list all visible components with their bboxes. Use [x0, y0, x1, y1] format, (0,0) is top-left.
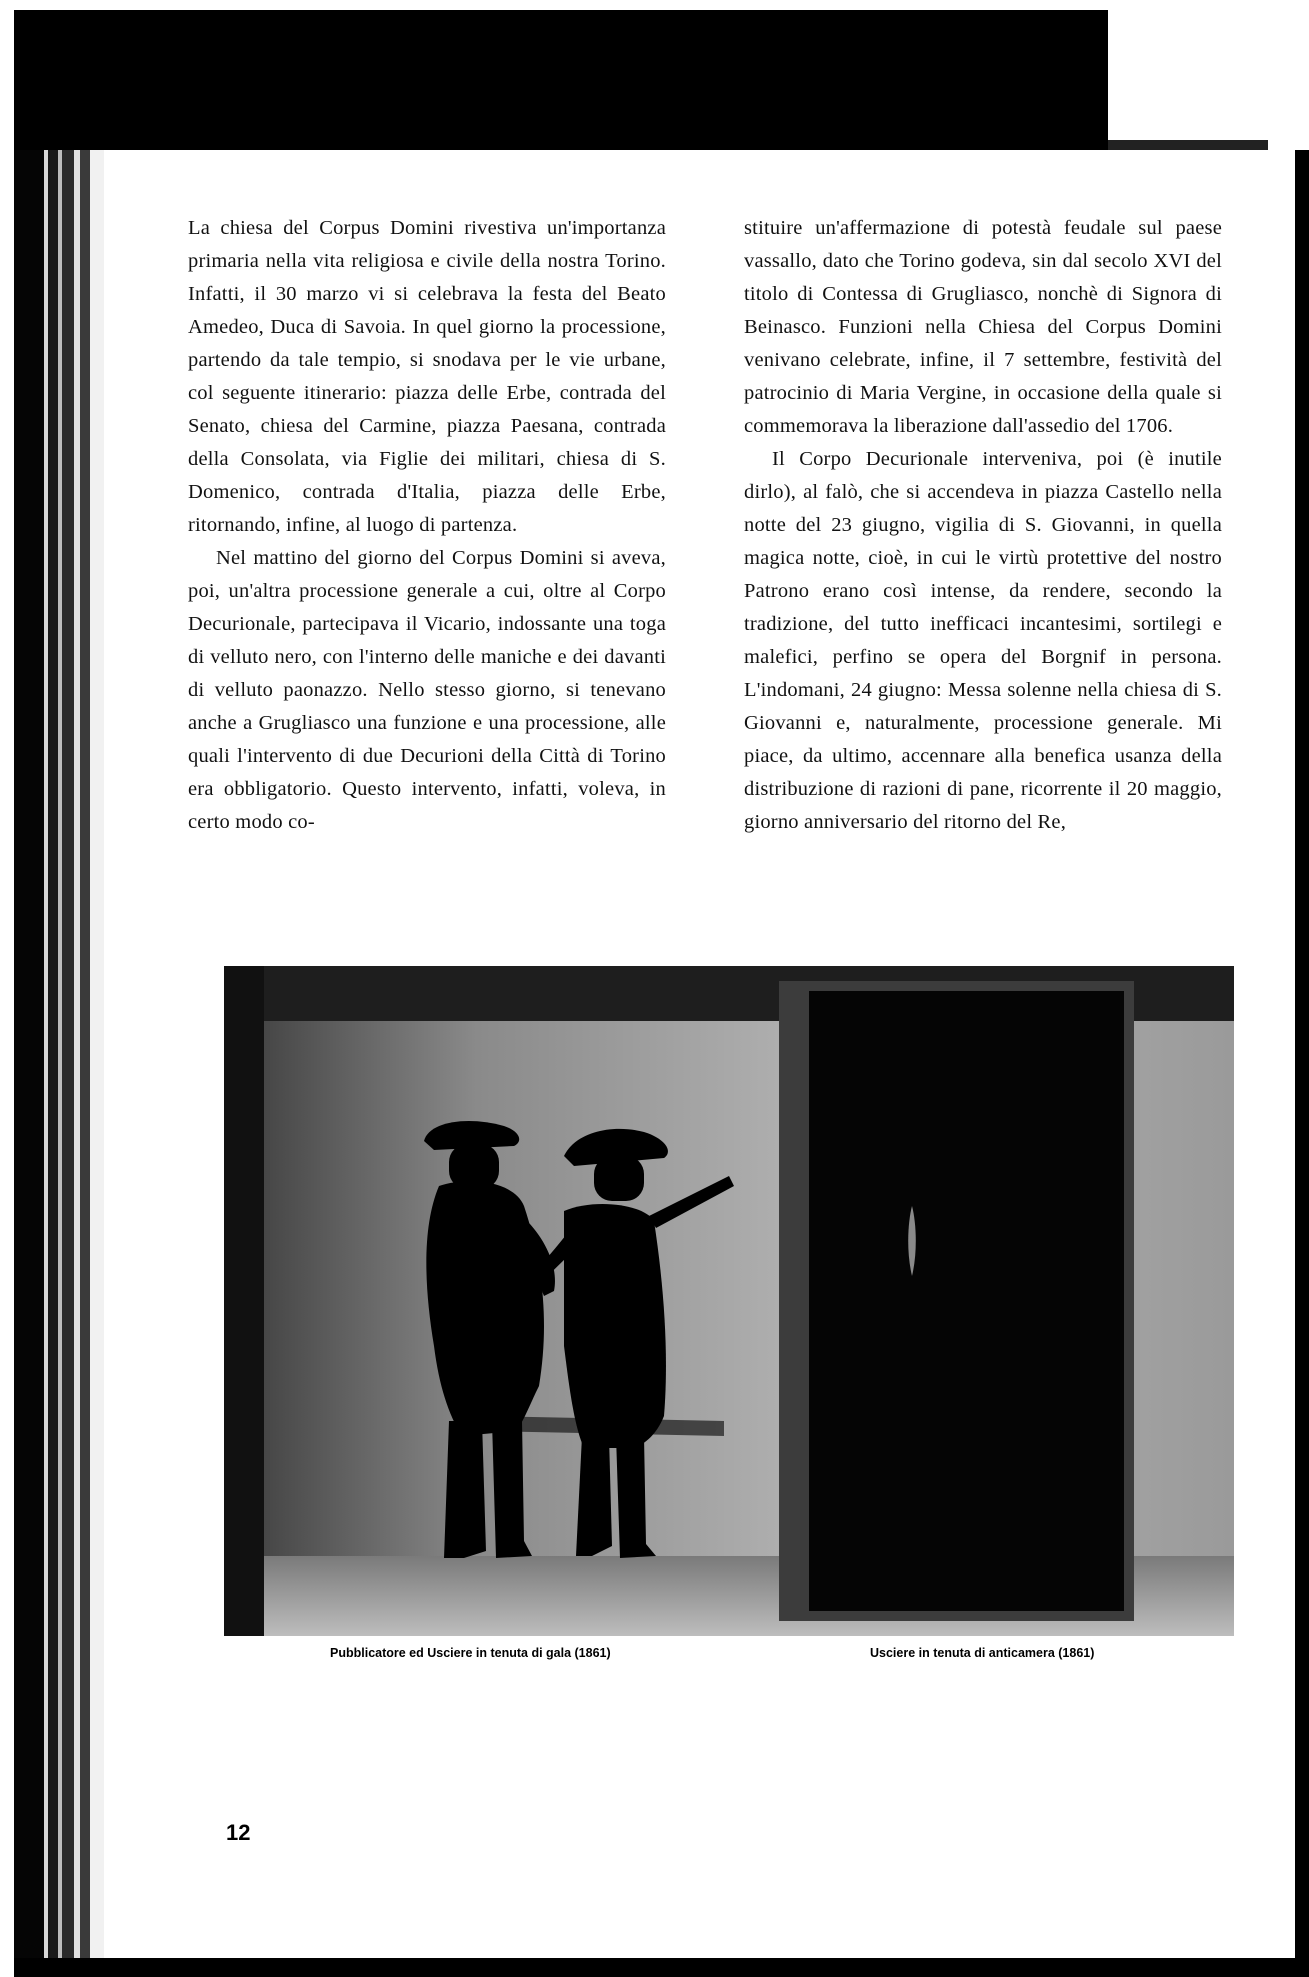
scan-top-border: [14, 10, 1108, 150]
paragraph: Nel mattino del giorno del Corpus Domini si aveva, poi, un'altra processione generale a cui, oltre al Corpo Decurionale, partecipava il Vicario, indossante una toga di velluto nero, con l'interno delle maniche e dei davanti di velluto paonazzo. Nello stesso giorno, si tenevano anche a Grugliasco una funzione e una processione, alle quali l'intervento di due Decurioni della Città di Torino era obbligatorio. Questo intervento, infatti, voleva, in certo modo co-: [188, 547, 666, 833]
scan-bottom-border: [14, 1958, 1309, 1977]
doorway: [809, 991, 1124, 1611]
scan-top-shadow: [1108, 140, 1268, 150]
document-page: [104, 150, 1295, 1958]
photo-caption-left: Pubblicatore ed Usciere in tenuta di gala (1861): [330, 1646, 611, 1660]
silhouette-photograph: [224, 966, 1234, 1636]
photo-caption-right: Usciere in tenuta di anticamera (1861): [870, 1646, 1095, 1660]
paragraph: La chiesa del Corpus Domini rivestiva un'importanza primaria nella vita religiosa e civile della nostra Torino. Infatti, il 30 marzo vi si celebrava la festa del Beato Amedeo, Duca di Savoia. In quel giorno la processione, partendo da tale tempio, si snodava per le vie urbane, col seguente itinerario: piazza delle Erbe, contrada del Senato, chiesa del Carmine, piazza Paesana, contrada della Consolata, via Figlie dei militari, chiesa di S. Domenico, contrada d'Italia, piazza delle Erbe, ritornando, infine, al luogo di partenza.: [188, 217, 666, 536]
page-number: 12: [226, 1820, 251, 1845]
paragraph: Il Corpo Decurionale interveniva, poi (è inutile dirlo), al falò, che si accendeva in piazza Castello nella notte del 23 giugno, vigilia di S. Giovanni, in quella magica notte, cioè, in cui le virtù protettive del nostro Patrono erano così intense, da rendere, secondo la tradizione, del tutto inefficaci incantesimi, sortilegi e malefici, perfino se opera del Borgnif in persona. L'indomani, 24 giugno: Messa solenne nella chiesa di S. Giovanni e, naturalmente, processione generale. Mi piace, da ultimo, accennare alla benefica usanza della distribuzione di razioni di pane, ricorrente il 20 maggio, giorno anniversario del ritorno del Re,: [744, 448, 1222, 833]
scan-left-binding: [14, 150, 104, 1962]
paragraph: stituire un'affermazione di potestà feudale sul paese vassallo, dato che Torino godeva, sin dal secolo XVI del titolo di Contessa di Grugliasco, nonchè di Signora di Beinasco. Funzioni nella Chiesa del Corpus Domini venivano celebrate, infine, il 7 settembre, festività del patrocinio di Maria Vergine, in occasione della quale si commemorava la liberazione dall'assedio del 1706.: [744, 217, 1222, 437]
text-column-left: [188, 212, 666, 839]
left-dark-edge: [224, 966, 264, 1636]
text-column-right: [744, 212, 1222, 839]
scan-right-border: [1295, 150, 1309, 1958]
